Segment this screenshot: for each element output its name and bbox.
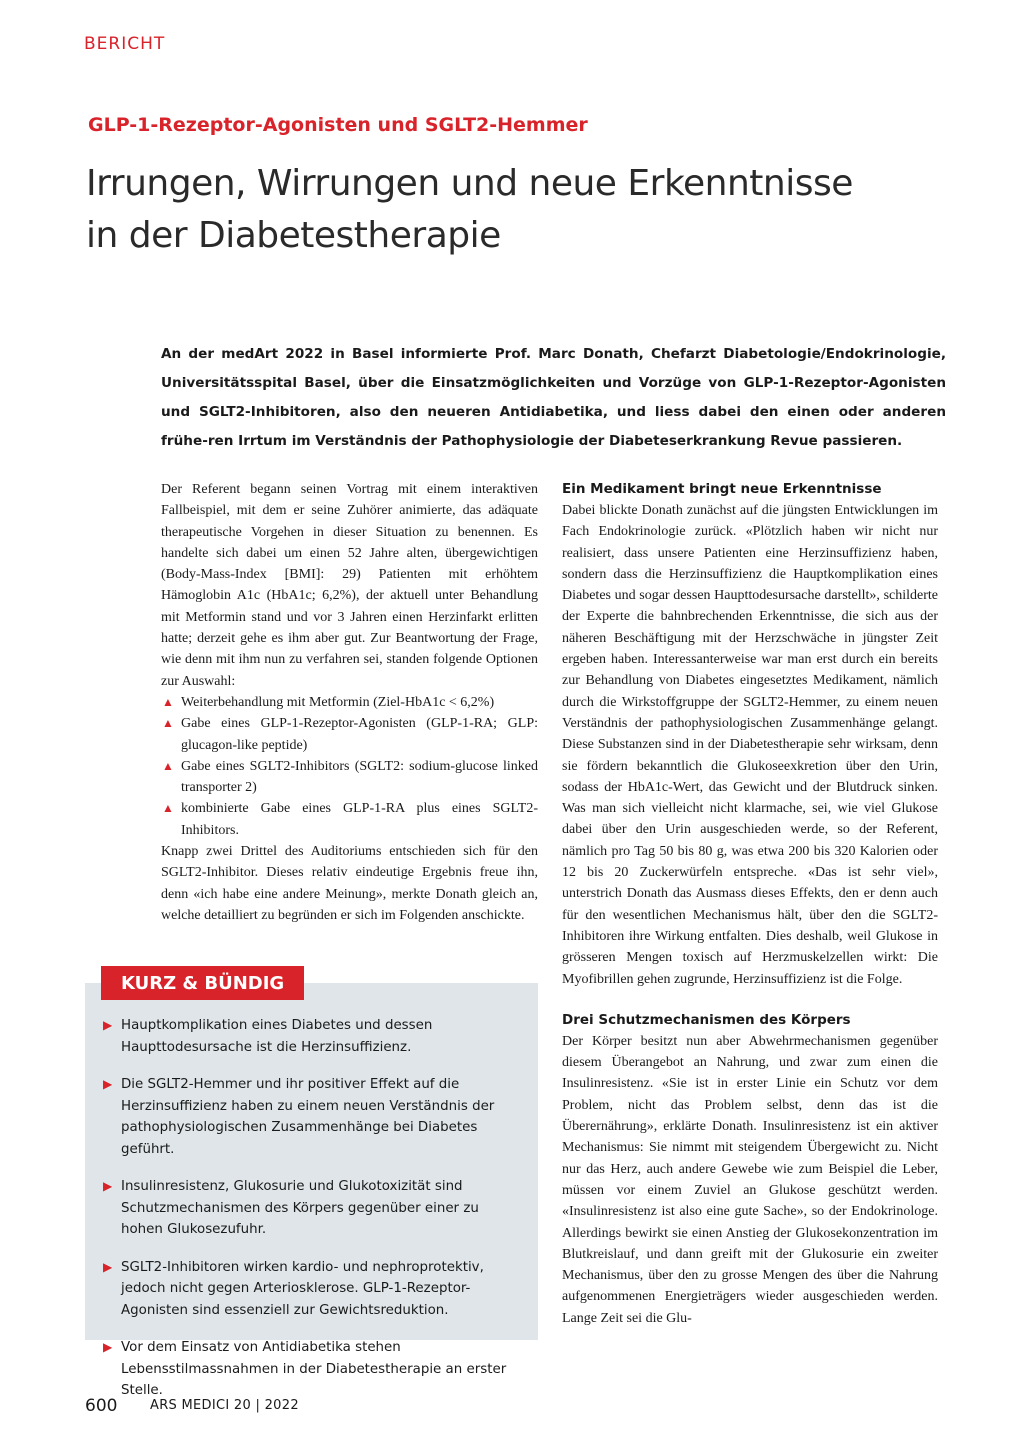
summary-item <box>103 1176 523 1241</box>
option-text: kombinierte Gabe eines GLP-1-RA plus eines SGLT2-Inhibitors. <box>181 801 538 838</box>
option-text: Weiterbehandlung mit Metformin (Ziel-HbA1c < 6,2%) <box>181 694 495 710</box>
article-kicker: GLP-1-Rezeptor-Agonisten und SGLT2-Hemmer <box>88 114 588 136</box>
intro-paragraph: Der Referent begann seinen Vortrag mit einem interaktiven Fallbeispiel, mit dem er seine Zuhörer animierte, das adäquate therapeutische Vorgehen in dieser Situation zu benennen. Es handelte sich dabei um einen 52 Jahre alten, übergewichtigen (Body-Mass-Index [BMI]: 29) Patienten mit erhöhtem Hämoglobin A1c (HbA1c; 6,2%), der aktuell unter Behandlung mit Metformin stand und vor 3 Jahren einen Herzinfarkt erlitten hatte; derzeit gehe es ihm aber gut. Zur Beantwortung der Frage, wie denn mit ihm nun zu verfahren sei, standen folgende Optionen zur Auswahl: <box>161 482 538 689</box>
right-column <box>562 479 938 1329</box>
page-number: 600 <box>85 1396 118 1416</box>
summary-text: Vor dem Einsatz von Antidiabetika stehen Lebensstilmassnahmen in der Diabetestherapie an erster Stelle. <box>121 1340 507 1398</box>
journal-issue: ARS MEDICI 20 | 2022 <box>150 1398 299 1413</box>
list-item <box>161 756 538 799</box>
result-paragraph: Knapp zwei Drittel des Auditoriums entschieden sich für den SGLT2-Inhibitor. Dieses relativ eindeutige Ergebnis freue ihn, denn «ich habe eine andere Meinung», merkte Donath gleich an, welche detailliert zu begründen er sich im Folgenden anschickte. <box>161 844 538 923</box>
article-lead: An der medArt 2022 in Basel informierte Prof. Marc Donath, Chefarzt Diabetologie/Endokrinologie, Universitätsspital Basel, über die Einsatzmöglichkeiten und Vorzüge von GLP-1-Rezeptor-Agonisten und SGLT2-Inhibitoren, also den neueren Antidiabetika, und liess dabei den einen oder anderen frühe-ren Irrtum im Verständnis der Pathophysiologie der Diabeteserkrankung Revue passieren. <box>161 346 946 449</box>
list-item <box>161 798 538 841</box>
protection-paragraph: Der Körper besitzt nun aber Abwehrmechanismen gegenüber diesem Überangebot an Nahrung, und zwar zum einen die Insulinresistenz. «Sie ist in erster Linie ein Schutz vor dem Problem, nicht das Problem selbst, denn das ist die Überernährung», erklärte Donath. Insulinresistenz ist ein aktiver Mechanismus: Sie nimmt mit steigendem Übergewicht zu. Nicht nur das Herz, auch andere Gewebe wie zum Beispiel die Leber, müssen vor einem Zuviel an Glukose geschützt werden. «Insulinresistenz ist also eine gute Sache», so der Endokrinologe. Allerdings bewirkt sie einen Anstieg der Glukosekonzentration im Blutkreislauf, und dann greift mit der Glukosurie ein zweiter Mechanismus, über den zu grosse Mengen des über die Nahrung aufgenommenen Energieträgers wieder ausgeschieden werden. Lange Zeit sei die Glu- <box>562 1033 938 1326</box>
list-item <box>161 692 538 713</box>
summary-item <box>103 1015 523 1058</box>
summary-list <box>103 1015 523 1418</box>
list-item <box>161 713 538 756</box>
article-title <box>86 158 966 262</box>
option-text: Gabe eines SGLT2-Inhibitors (SGLT2: sodium-glucose linked transporter 2) <box>181 758 538 796</box>
article-title-line-1: Irrungen, Wirrungen und neue Erkenntnisse <box>86 163 853 204</box>
option-text: Gabe eines GLP-1-Rezeptor-Agonisten (GLP-1-RA; GLP: glucagon-like peptide) <box>181 716 538 753</box>
subheading-new-insights: Ein Medikament bringt neue Erkenntnisse <box>562 481 882 497</box>
options-list <box>161 692 538 841</box>
summary-item <box>103 1257 523 1322</box>
summary-box-title: KURZ & BÜNDIG <box>101 966 304 1000</box>
section-tag: BERICHT <box>84 34 166 54</box>
triangle-right-icon: ▶ <box>103 1259 113 1274</box>
summary-item <box>103 1074 523 1160</box>
triangle-right-icon: ▶ <box>103 1179 113 1193</box>
summary-text: Die SGLT2-Hemmer und ihr positiver Effekt auf die Herzinsuffizienz haben zu einem neuen Verständnis der pathophysiologischen Zusammenhänge bei Diabetes geführt. <box>121 1077 495 1157</box>
insights-paragraph: Dabei blickte Donath zunächst auf die jüngsten Entwicklungen im Fach Endokrinologie zurück. «Plötzlich haben wir nicht nur realisiert, dass unsere Patienten eine Herzinsuffizienz haben, sondern dass die Herzinsuffizienz die Hauptkomplikation eines Diabetes und sogar dessen Haupttodesursache darstellt», schilderte der Experte die bahnbrechenden Erkenntnisse, die sich aus der näheren Beschäftigung mit der Herzschwäche in jüngster Zeit ergeben haben. Interessanterweise war man erst durch ein bereits zur Behandlung von Diabetes eingesetztes Medikament, nämlich durch die Wirkstoffgruppe der SGLT2-Hemmer, zu einem neuen Verständnis der pathophysiologischen Zusammenhänge gelangt. Diese Substanzen sind in der Diabetestherapie sehr wirksam, denn sie fördern bekanntlich die Glukoseexkretion über den Urin, sodass der HbA1c-Wert, das Gewicht und der Blutdruck sinken. Was man sich vielleicht nicht klarmache, sei, wie viel Glukose dabei über den Urin ausgeschieden werde, so der Referent, nämlich pro Tag 50 bis 80 g, was etwa 200 bis 320 Kalorien oder 12 bis 20 Zuckerwürfeln entspreche. «Das ist sehr viel», unterstrich Donath das Ausmass dieses Effekts, den er denn auch für den wesentlichen Mechanismus hält, über den die SGLT2-Inhibitoren ihre Wirkung entfalten. Dies deshalb, weil Glukose in grösseren Mengen toxisch auf Herzmuskelzellen wirkt: Die Myofibrillen gehen zugrunde, Herzinsuffizienz ist die Folge. <box>562 503 938 987</box>
triangle-right-icon: ▶ <box>103 1077 113 1091</box>
summary-item <box>103 1337 523 1402</box>
triangle-right-icon: ▶ <box>103 1340 113 1354</box>
triangle-up-icon: ▲ <box>162 801 174 816</box>
article-title-line-2: in der Diabetestherapie <box>86 215 501 256</box>
triangle-right-icon: ▶ <box>103 1018 113 1032</box>
summary-text: Insulinresistenz, Glukosurie und Glukotoxizität sind Schutzmechanismen des Körpers gegenüber einer zu hohen Glukosezufuhr. <box>121 1179 479 1237</box>
triangle-up-icon: ▲ <box>162 758 174 773</box>
triangle-up-icon: ▲ <box>162 694 174 709</box>
triangle-up-icon: ▲ <box>162 716 174 731</box>
left-column <box>161 479 538 926</box>
summary-text: SGLT2-Inhibitoren wirken kardio- und nephroprotektiv, jedoch nicht gegen Arteriosklerose. GLP-1-Rezeptor-Agonisten sind essenziell zur Gewichtsreduktion. <box>121 1259 484 1318</box>
subheading-protection: Drei Schutzmechanismen des Körpers <box>562 1011 851 1028</box>
summary-text: Hauptkomplikation eines Diabetes und dessen Haupttodesursache ist die Herzinsuffizienz. <box>121 1018 433 1055</box>
